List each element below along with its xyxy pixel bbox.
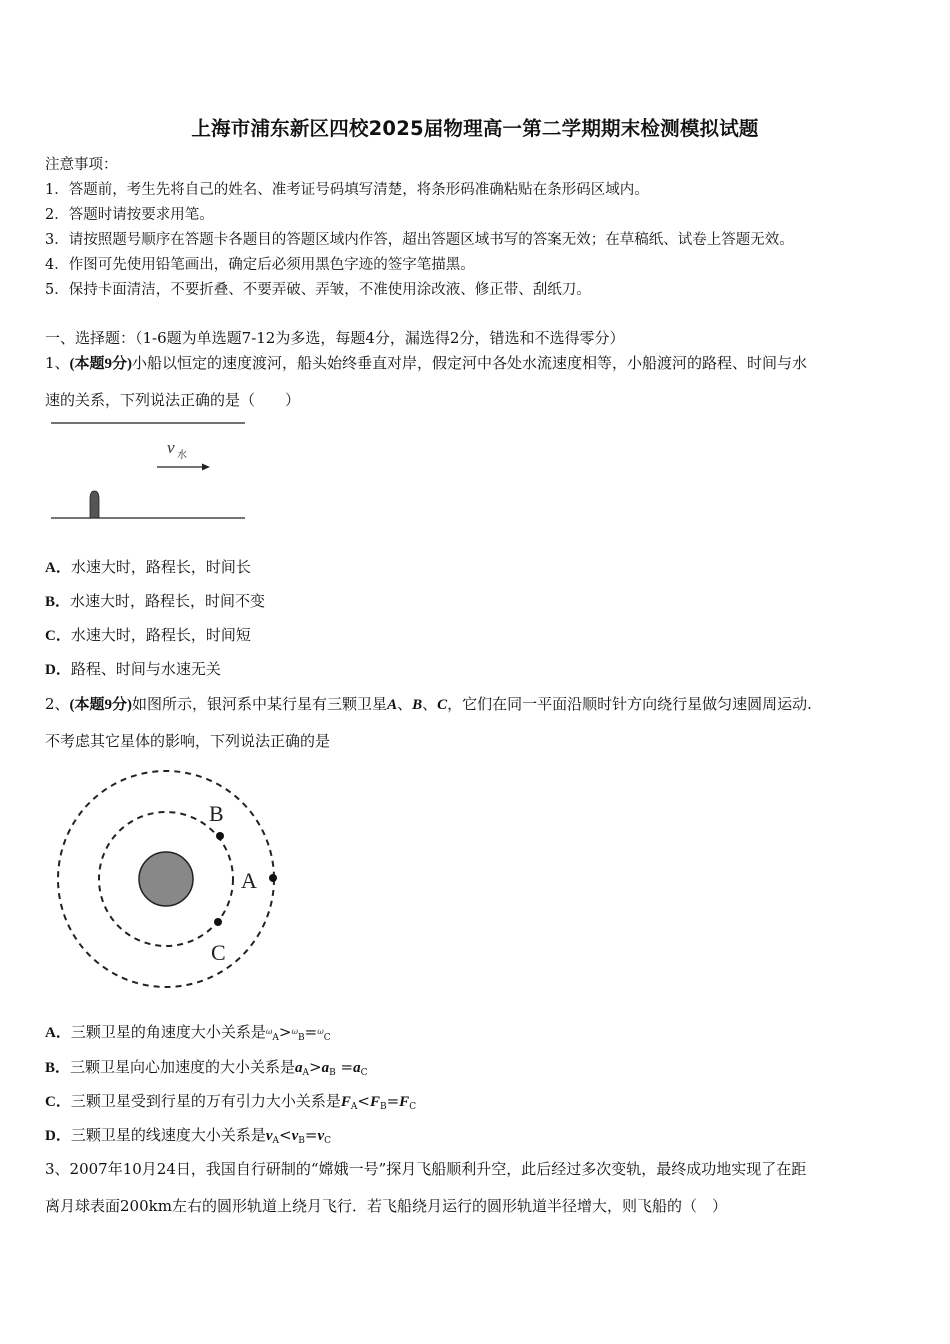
question-2-line-1: 2、(本题9分)如图所示，银河系中某行星有三颗卫星A、B、C，它们在同一平面沿顺时针方向绕行星做匀速圆周运动. (45, 695, 812, 713)
satellite-b-label: B (209, 801, 224, 826)
satellite-b-dot (216, 832, 224, 840)
q2-option-a[interactable]: A．三颗卫星的角速度大小关系是$^\omega_A$>$^\omega_B$=$^\omega_C$ (45, 1023, 331, 1043)
question-3-line-1: 3、2007年10月24日，我国自行研制的“嫦娥一号”探月飞船顺利升空，此后经过多次变轨，最终成功地实现了在距 (45, 1160, 807, 1178)
notice-item-2: 2．答题时请按要求用笔。 (45, 207, 214, 223)
question-text: 小船以恒定的速度渡河，船头始终垂直对岸，假定河中各处水流速度相等，小船渡河的路程、时间与水 (132, 354, 808, 372)
notice-item-1: 1．答题前，考生先将自己的姓名、准考证号码填写清楚，将条形码准确粘贴在条形码区域内。 (45, 182, 649, 198)
q1-option-a[interactable]: A．水速大时，路程长，时间长 (45, 558, 251, 576)
q1-option-d[interactable]: D．路程、时间与水速无关 (45, 660, 221, 678)
q2-option-d[interactable]: D．三颗卫星的线速度大小关系是$v_A<v_B=v_C$ (45, 1126, 332, 1146)
satellite-c-label: C (211, 940, 226, 965)
q1-option-b[interactable]: B．水速大时，路程长，时间不变 (45, 592, 266, 610)
satellite-a-dot (269, 874, 277, 882)
boat-icon (90, 491, 99, 518)
notice-item-5: 5．保持卡面清洁，不要折叠、不要弄破、弄皱，不准使用涂改液、修正带、刮纸刀。 (45, 282, 591, 298)
river-figure (45, 415, 255, 525)
orbit-figure (50, 765, 290, 995)
q1-option-c[interactable]: C．水速大时，路程长，时间短 (45, 626, 251, 644)
question-3-line-2: 离月球表面200km左右的圆形轨道上绕月飞行．若飞船绕月运行的圆形轨道半径增大，则飞船的（ ） (45, 1197, 727, 1215)
question-1-line-1 (45, 352, 807, 373)
q2-option-c[interactable]: C．三颗卫星受到行星的万有引力大小关系是$F_A<F_B=F_C$ (45, 1092, 417, 1112)
question-1-line-2: 速的关系，下列说法正确的是（ ） (45, 391, 301, 409)
question-2-line-2: 不考虑其它星体的影响，下列说法正确的是 (45, 732, 331, 750)
page-title: 上海市浦东新区四校2025届物理高一第二学期期末检测模拟试题 (191, 117, 759, 140)
question-tag: (本题9分) (69, 356, 133, 372)
velocity-label: v (167, 438, 175, 457)
section-heading: 一、选择题：（1-6题为单选题7-12为多选，每题4分，漏选得2分，错选和不选得零分） (45, 329, 625, 347)
q2-option-b[interactable]: B．三颗卫星向心加速度的大小关系是$a_A>a_B =a_C$ (45, 1058, 368, 1078)
planet-icon (139, 852, 193, 906)
notice-item-4: 4．作图可先使用铅笔画出，确定后必须用黑色字迹的签字笔描黑。 (45, 257, 475, 273)
satellite-a-label: A (241, 868, 257, 893)
notice-heading: 注意事项： (45, 157, 118, 173)
satellite-c-dot (214, 918, 222, 926)
velocity-subscript: 水 (177, 450, 187, 461)
current-arrow-head (202, 464, 210, 471)
notice-item-3: 3．请按照题号顺序在答题卡各题目的答题区域内作答，超出答题区域书写的答案无效；在草稿纸、试卷上答题无效。 (45, 232, 794, 248)
question-number: 1、 (45, 354, 70, 372)
